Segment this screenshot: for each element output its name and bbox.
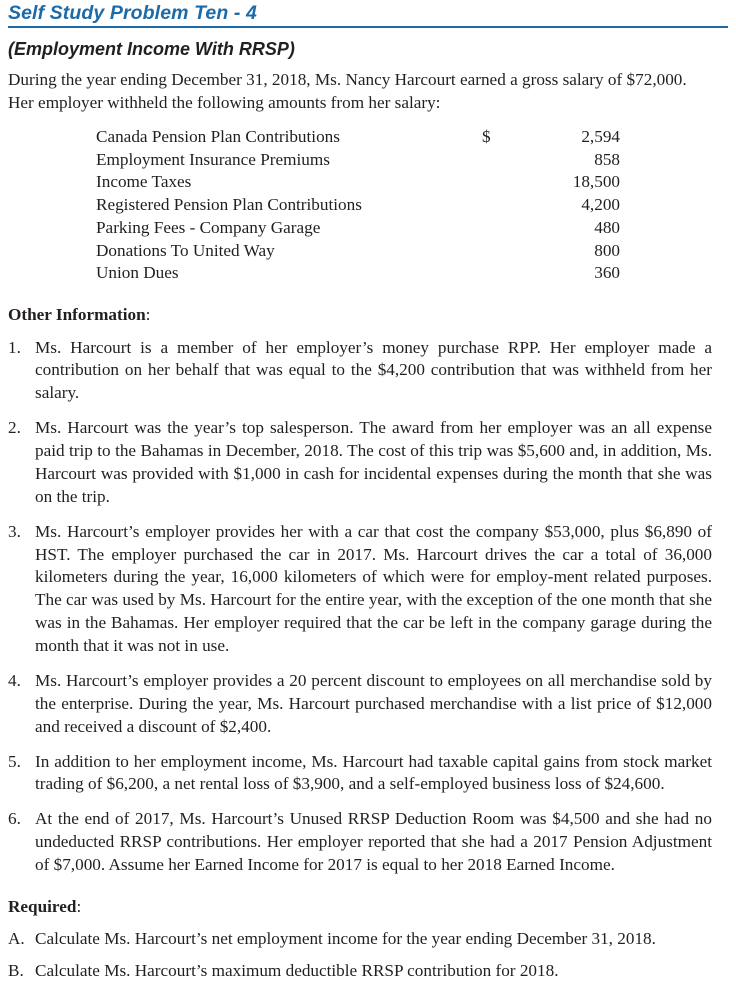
list-item xyxy=(8,521,712,658)
table-row xyxy=(0,262,736,285)
table-row xyxy=(0,194,736,217)
title-block xyxy=(0,0,736,23)
page-subtitle: (Employment Income With RRSP) xyxy=(8,39,295,60)
list-item-marker: 4. xyxy=(8,670,21,690)
withholding-label: Donations To United Way xyxy=(96,240,275,260)
other-information-heading-label: Other Information xyxy=(8,304,146,324)
list-item-marker: B. xyxy=(8,961,24,981)
list-item-text: Calculate Ms. Harcourt’s maximum deductible RRSP contribution for 2018. xyxy=(35,961,559,981)
table-row xyxy=(0,240,736,263)
row-indent-spacer xyxy=(0,171,96,194)
table-row xyxy=(0,217,736,240)
table-row xyxy=(0,126,736,149)
row-indent-spacer xyxy=(0,194,96,217)
list-item-text: In addition to her employment income, Ms. Harcourt had taxable capital gains from stock market trading of $6,200, a net rental loss of $3,900, and a self-employed business loss of $24,600. xyxy=(35,751,712,794)
list-item-marker: 5. xyxy=(8,751,21,771)
list-item-text: Calculate Ms. Harcourt’s net employment income for the year ending December 31, 2018. xyxy=(35,928,656,948)
list-item-marker: 2. xyxy=(8,418,21,438)
other-information-list xyxy=(0,337,736,877)
withholding-amount: 800 xyxy=(594,240,620,260)
withholding-amount: 18,500 xyxy=(572,172,620,192)
list-item-marker: 6. xyxy=(8,809,21,829)
table-row xyxy=(0,171,736,194)
withholding-amount: 2,594 xyxy=(581,127,620,147)
list-item-marker: 3. xyxy=(8,521,21,541)
currency-symbol xyxy=(482,217,508,240)
list-item xyxy=(8,670,712,739)
list-item xyxy=(8,960,712,983)
row-trailing-spacer xyxy=(620,149,736,172)
withholding-label: Parking Fees - Company Garage xyxy=(96,217,321,237)
list-item-text: Ms. Harcourt was the year’s top salesperson. The award from her employer was an all expense paid trip to the Bahamas in December, 2018. The cost of this trip was $5,600 and, in addition, Ms. Harcourt was provided with $1,000 in cash for incidental expenses during the month that she was on the trip. xyxy=(35,418,712,506)
required-list xyxy=(0,928,736,983)
withholdings-table-body xyxy=(0,126,736,285)
currency-symbol xyxy=(482,240,508,263)
list-item-marker: A. xyxy=(8,928,25,948)
row-trailing-spacer xyxy=(620,240,736,263)
row-trailing-spacer xyxy=(620,126,736,149)
currency-symbol xyxy=(482,194,508,217)
table-row xyxy=(0,149,736,172)
list-item xyxy=(8,337,712,406)
other-information-heading-colon: : xyxy=(145,304,151,324)
withholding-amount: 4,200 xyxy=(581,195,620,215)
list-item-text: At the end of 2017, Ms. Harcourt’s Unused RRSP Deduction Room was $4,500 and she had no undeducted RRSP contributions. Her employer reported that she had a 2017 Pension Adjustment of $7,000. Assume her Earned Income for 2017 is equal to her 2018 Earned Income. xyxy=(35,809,712,875)
withholding-label: Employment Insurance Premiums xyxy=(96,149,330,169)
withholding-amount: 480 xyxy=(594,217,620,237)
row-indent-spacer xyxy=(0,126,96,149)
page-title: Self Study Problem Ten - 4 xyxy=(8,2,257,24)
row-indent-spacer xyxy=(0,217,96,240)
row-indent-spacer xyxy=(0,149,96,172)
withholding-label: Canada Pension Plan Contributions xyxy=(96,127,340,147)
row-trailing-spacer xyxy=(620,171,736,194)
intro-paragraph: During the year ending December 31, 2018, Ms. Nancy Harcourt earned a gross salary of $72,000. Her employer withheld the following amounts from her salary: xyxy=(8,70,687,113)
withholding-label: Income Taxes xyxy=(96,172,192,192)
currency-symbol: $ xyxy=(482,127,491,147)
list-item-text: Ms. Harcourt’s employer provides her with a car that cost the company $53,000, plus $6,890 of HST. The employer purchased the car in 2017. Ms. Harcourt drives the car a total of 36,000 kilometers during the year, 16,000 kilometers of which were for employ-ment related purposes. The car was used by Ms. Harcourt for the entire year, with the exception of the one month that she was in the Bahamas. Her employer required that the car be left in the company garage during the month that it was not in use. xyxy=(35,521,712,656)
other-information-heading xyxy=(0,285,736,326)
list-item xyxy=(8,808,712,877)
withholding-amount: 360 xyxy=(594,263,620,283)
withholding-amount: 858 xyxy=(594,149,620,169)
list-item-marker: 1. xyxy=(8,337,21,357)
list-item xyxy=(8,928,712,951)
withholdings-table xyxy=(0,126,736,285)
row-trailing-spacer xyxy=(620,194,736,217)
withholding-label: Union Dues xyxy=(96,263,179,283)
list-item-text: Ms. Harcourt’s employer provides a 20 percent discount to employees on all merchandise sold by the enterprise. During the year, Ms. Harcourt purchased merchandise with a list price of $12,000 and received a discount of $2,400. xyxy=(35,670,712,736)
list-item xyxy=(8,417,712,509)
required-heading xyxy=(0,877,736,918)
row-trailing-spacer xyxy=(620,262,736,285)
row-indent-spacer xyxy=(0,240,96,263)
list-item-text: Ms. Harcourt is a member of her employer’s money purchase RPP. Her employer made a contribution on her behalf that was equal to the $4,200 contribution that was withheld from her salary. xyxy=(35,337,712,403)
currency-symbol xyxy=(482,262,508,285)
list-item xyxy=(8,751,712,797)
row-indent-spacer xyxy=(0,262,96,285)
required-heading-colon: : xyxy=(76,896,82,916)
required-heading-label: Required xyxy=(8,896,77,916)
currency-symbol xyxy=(482,149,508,172)
currency-symbol xyxy=(482,171,508,194)
withholding-label: Registered Pension Plan Contributions xyxy=(96,195,362,215)
row-trailing-spacer xyxy=(620,217,736,240)
